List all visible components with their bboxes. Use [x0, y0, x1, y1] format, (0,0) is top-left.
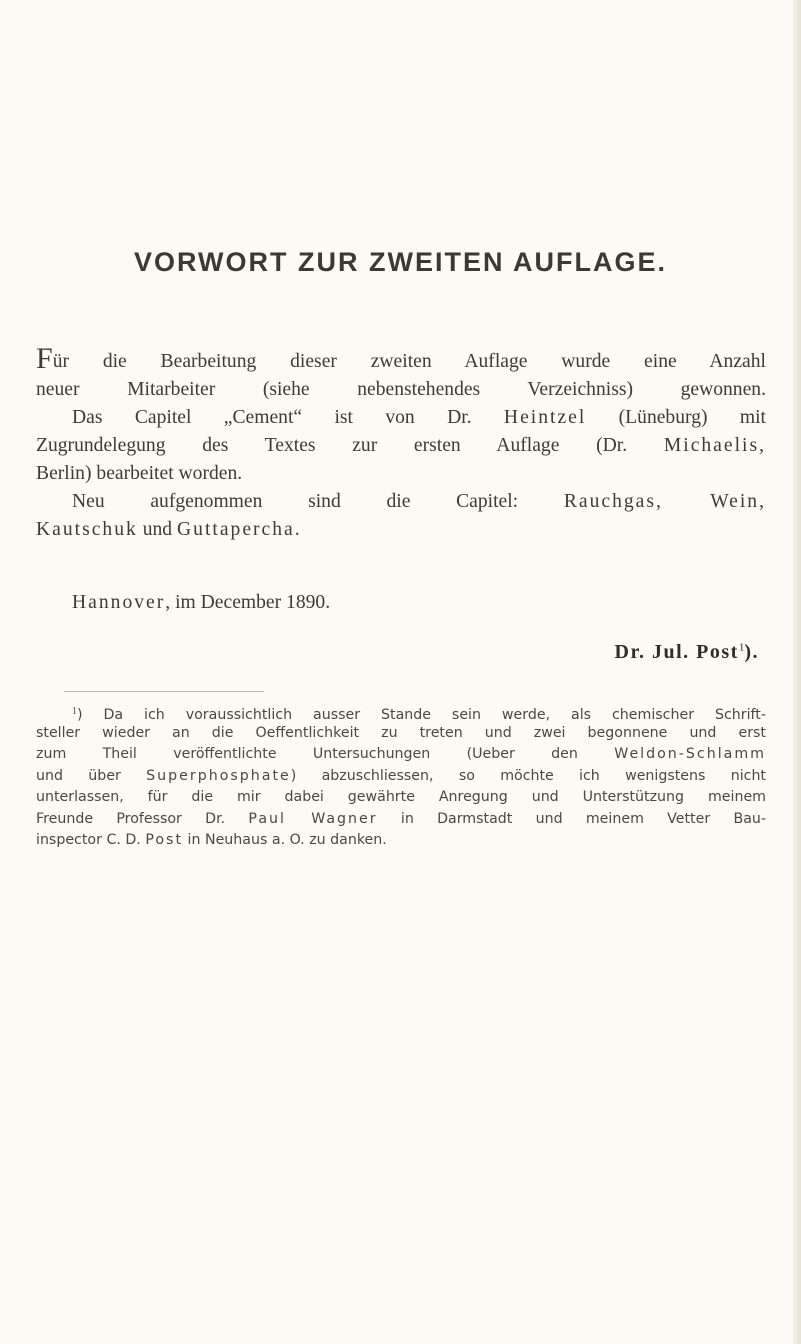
chapter-names: Rauchgas, Wein,: [563, 491, 766, 512]
paragraph-line: Neu aufgenommen sind die Capitel: Rauchgas, Wein,: [72, 491, 766, 512]
footnote: [36, 701, 766, 852]
chapter-name: Guttapercha: [177, 519, 295, 540]
footnote-line: inspector C. D. Post in Neuhaus a. O. zu danken.: [36, 832, 387, 848]
paragraph-line: Für die Bearbeitung dieser zweiten Auflage wurde eine Anzahl: [36, 348, 766, 376]
chapter-name: Kautschuk: [36, 519, 138, 540]
footnote-line: steller wieder an die Oeffentlichkeit zu treten und zwei begonnene und erst: [36, 724, 766, 741]
page-title: VORWORT ZUR ZWEITEN AUFLAGE.: [134, 247, 667, 277]
preface-body: [36, 348, 766, 544]
footnote-line: $^1$) Da ich voraussichtlich ausser Stande sein werde, als chemischer Schrift-: [72, 706, 766, 723]
footnote-mark: 1: [72, 706, 77, 717]
author-name: Michaelis,: [663, 435, 766, 456]
paragraph-line: neuer Mitarbeiter (siehe nebenstehendes Verzeichniss) gewonnen.: [36, 379, 766, 400]
paragraph-line: Das Capitel „Cement“ ist von Dr. Heintzel (Lüneburg) mit: [72, 407, 766, 428]
footnote-line: und über Superphosphate) abzuschliessen, so möchte ich wenigstens nicht: [36, 767, 766, 784]
place-date: Hannover, im December 1890.: [72, 592, 331, 613]
author-name: Heintzel: [503, 407, 587, 428]
paragraph-line: Zugrundelegung des Textes zur ersten Auflage (Dr. Michaelis,: [36, 435, 766, 456]
footnote-line: zum Theil veröffentlichte Untersuchungen (Ueber den Weldon-Schlamm: [36, 746, 766, 762]
page-edge: [793, 0, 801, 1344]
footnote-reference: 1: [738, 641, 745, 654]
paragraph-line: Kautschuk und Guttapercha.: [36, 519, 300, 540]
signature: Dr. Jul. Post$^1$).: [614, 641, 759, 663]
paragraph-line: Berlin) bearbeitet worden.: [36, 463, 243, 484]
footnote-line: Freunde Professor Dr. Paul Wagner in Darmstadt und meinem Vetter Bau-: [36, 810, 766, 827]
footnote-divider: [64, 691, 264, 692]
dropcap: F: [36, 348, 53, 375]
footnote-line: unterlassen, für die mir dabei gewährte Anregung und Unterstützung meinem: [36, 789, 766, 805]
